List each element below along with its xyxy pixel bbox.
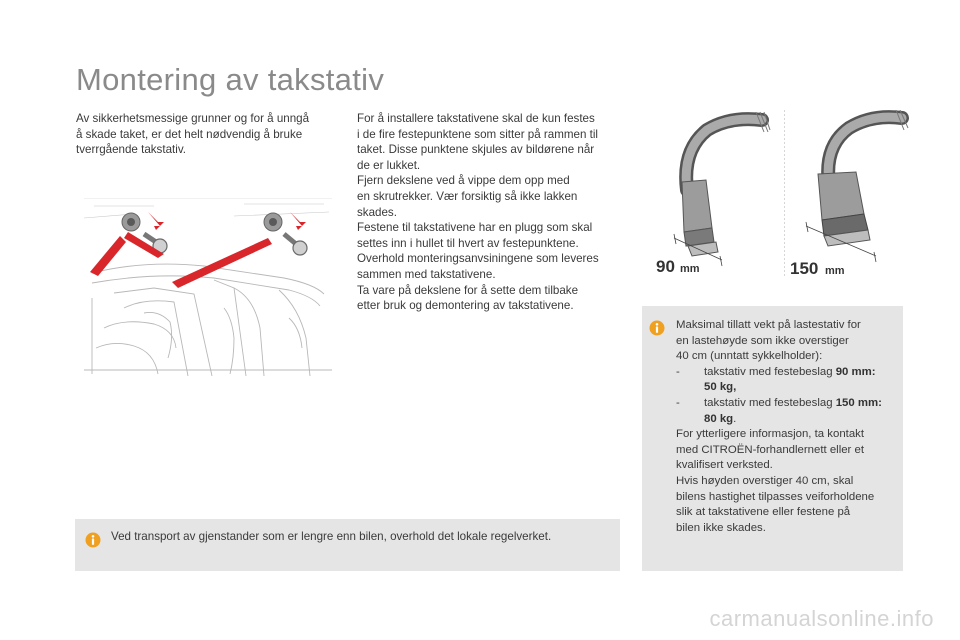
- weight-item-text: takstativ med festebeslag: [704, 396, 836, 409]
- intro-text: [76, 111, 336, 158]
- car-fixing-points-illustration: [84, 198, 332, 378]
- weight-item-size: 150 mm:: [835, 396, 882, 409]
- weight-item-value: 90 mm: 50 kg,: [704, 365, 876, 394]
- rack-foot-150mm-illustration: [784, 110, 910, 280]
- weight-contact-paragraph: For ytterligere informasjon, ta kontakt med CITROËN-forhandlernett eller et kvalifisert verksted. Hvis høyden overstiger 40 cm, skal bilens hastighet tilpasses veiforholdene slik at takstativene eller festene på bilen ikke skades.: [676, 428, 875, 534]
- info-icon: [85, 532, 101, 548]
- rack-90-label: 90: [656, 257, 675, 276]
- page-title: Montering av takstativ: [76, 62, 385, 97]
- weight-info-text: [676, 318, 898, 536]
- weight-intro: Maksimal tillatt vekt på lastestativ for en lastehøyde som ikke overstiger 40 cm (unntatt sykkelholder):: [676, 319, 861, 363]
- transport-note-text: Ved transport av gjenstander som er lengre enn bilen, overhold det lokale regelverket.: [111, 530, 552, 543]
- rack-150-unit: mm: [825, 265, 845, 277]
- intro-paragraph: Av sikkerhetsmessige grunner og for å unngå å skade taket, er det helt nødvendig å bruke tverrgående takstativ.: [76, 112, 310, 157]
- watermark-text: carmanualsonline.info: [709, 606, 934, 631]
- weight-item-value: 80 kg: [704, 412, 734, 425]
- rack-90-unit: mm: [680, 263, 700, 275]
- right-red-pointer: [172, 238, 272, 288]
- weight-item-dash: -: [676, 396, 680, 409]
- transport-note-box: [75, 519, 620, 571]
- rack-foot-90mm-illustration: [652, 110, 772, 280]
- left-red-pointer: [90, 236, 126, 276]
- install-instructions: [357, 111, 622, 314]
- right-red-arrow: [290, 212, 306, 230]
- weight-item-90: [676, 365, 898, 396]
- right-cover-plug: [284, 234, 307, 255]
- weight-info-box: [642, 306, 903, 571]
- weight-item-text: takstativ med festebeslag: [704, 365, 836, 378]
- rack-150-label: 150: [790, 259, 819, 278]
- info-icon: [649, 320, 665, 336]
- weight-item-dash: -: [676, 365, 680, 378]
- weight-item-end: .: [733, 412, 737, 425]
- install-paragraph: For å installere takstativene skal de kun festes i de fire festepunktene som sitter på rammen til taket. Disse punktene skjules av bildørene når de er lukket. Fjern dekslene ved å vippe dem opp med en skrutrekker. Vær forsiktig så ikke lakken skades. Festene til takstativene har en plugg som skal settes inn i hullet til hvert av festepunktene. Overhold monteringsanvsiningene som leveres sammen med takstativene. Ta vare på dekslene for å sette dem tilbake etter bruk og demontering av takstativene.: [357, 112, 599, 313]
- left-red-arrow: [148, 212, 164, 230]
- weight-item-150: [676, 396, 898, 427]
